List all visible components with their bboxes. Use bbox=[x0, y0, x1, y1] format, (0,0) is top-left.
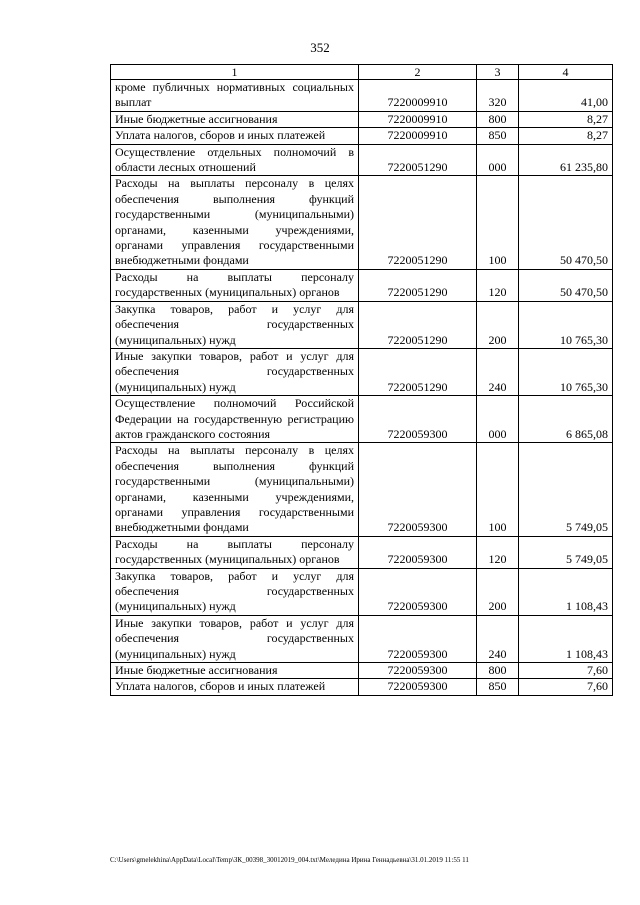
table-row bbox=[111, 568, 613, 615]
budget-table bbox=[110, 64, 613, 696]
header-col-1: 1 bbox=[111, 65, 359, 80]
row-code-cell: 7220059300 bbox=[359, 663, 477, 679]
row-name-cell: Осуществление полномочий Российской Федерации на государственную регистрацию актов гражданского состояния bbox=[111, 396, 359, 443]
row-vr-cell: 800 bbox=[477, 111, 519, 127]
row-amount-cell: 7,60 bbox=[519, 663, 613, 679]
row-amount-cell: 8,27 bbox=[519, 128, 613, 144]
row-amount-cell: 1 108,43 bbox=[519, 568, 613, 615]
row-amount-cell: 41,00 bbox=[519, 80, 613, 112]
row-name-cell: Иные закупки товаров, работ и услуг для обеспечения государственных (муниципальных) нужд bbox=[111, 348, 359, 395]
row-code-cell: 7220051290 bbox=[359, 144, 477, 176]
row-vr-cell: 240 bbox=[477, 348, 519, 395]
table-row bbox=[111, 348, 613, 395]
row-amount-cell: 7,60 bbox=[519, 679, 613, 695]
row-amount-cell: 10 765,30 bbox=[519, 301, 613, 348]
row-code-cell: 7220059300 bbox=[359, 396, 477, 443]
row-code-cell: 7220009910 bbox=[359, 111, 477, 127]
table-row bbox=[111, 396, 613, 443]
table-row bbox=[111, 176, 613, 269]
row-vr-cell: 850 bbox=[477, 128, 519, 144]
row-amount-cell: 61 235,80 bbox=[519, 144, 613, 176]
row-code-cell: 7220051290 bbox=[359, 269, 477, 301]
table-row bbox=[111, 443, 613, 536]
row-vr-cell: 100 bbox=[477, 443, 519, 536]
table-row bbox=[111, 679, 613, 695]
table-header-row bbox=[111, 65, 613, 80]
row-name-cell: Расходы на выплаты персоналу в целях обеспечения выполнения функций государственными (муниципальными) органами, казенными учреждениями, органами управления государственными внебюджетными фондами bbox=[111, 443, 359, 536]
row-vr-cell: 200 bbox=[477, 301, 519, 348]
table-row bbox=[111, 663, 613, 679]
row-code-cell: 7220009910 bbox=[359, 80, 477, 112]
row-name-cell: Осуществление отдельных полномочий в области лесных отношений bbox=[111, 144, 359, 176]
table-row bbox=[111, 144, 613, 176]
row-name-cell: Иные закупки товаров, работ и услуг для обеспечения государственных (муниципальных) нужд bbox=[111, 615, 359, 662]
row-name-cell: Расходы на выплаты персоналу государственных (муниципальных) органов bbox=[111, 536, 359, 568]
row-code-cell: 7220051290 bbox=[359, 348, 477, 395]
row-amount-cell: 50 470,50 bbox=[519, 176, 613, 269]
row-name-cell: Иные бюджетные ассигнования bbox=[111, 663, 359, 679]
table-row bbox=[111, 80, 613, 112]
row-code-cell: 7220059300 bbox=[359, 568, 477, 615]
row-vr-cell: 120 bbox=[477, 269, 519, 301]
row-code-cell: 7220051290 bbox=[359, 301, 477, 348]
row-code-cell: 7220059300 bbox=[359, 679, 477, 695]
row-vr-cell: 120 bbox=[477, 536, 519, 568]
row-name-cell: Иные бюджетные ассигнования bbox=[111, 111, 359, 127]
row-vr-cell: 320 bbox=[477, 80, 519, 112]
row-code-cell: 7220059300 bbox=[359, 536, 477, 568]
row-vr-cell: 850 bbox=[477, 679, 519, 695]
row-vr-cell: 000 bbox=[477, 144, 519, 176]
header-col-2: 2 bbox=[359, 65, 477, 80]
row-amount-cell: 5 749,05 bbox=[519, 536, 613, 568]
row-name-cell: Уплата налогов, сборов и иных платежей bbox=[111, 128, 359, 144]
header-col-3: 3 bbox=[477, 65, 519, 80]
row-amount-cell: 8,27 bbox=[519, 111, 613, 127]
row-vr-cell: 000 bbox=[477, 396, 519, 443]
table-row bbox=[111, 536, 613, 568]
row-name-cell: кроме публичных нормативных социальных выплат bbox=[111, 80, 359, 112]
row-amount-cell: 5 749,05 bbox=[519, 443, 613, 536]
table-row bbox=[111, 301, 613, 348]
row-amount-cell: 6 865,08 bbox=[519, 396, 613, 443]
row-vr-cell: 240 bbox=[477, 615, 519, 662]
page-number: 352 bbox=[310, 40, 330, 55]
table-row bbox=[111, 269, 613, 301]
row-name-cell: Расходы на выплаты персоналу в целях обеспечения выполнения функций государственными (муниципальными) органами, казенными учреждениями, органами управления государственными внебюджетными фондами bbox=[111, 176, 359, 269]
row-code-cell: 7220009910 bbox=[359, 128, 477, 144]
row-name-cell: Закупка товаров, работ и услуг для обеспечения государственных (муниципальных) нужд bbox=[111, 301, 359, 348]
file-path-footer: C:\Users\gmelekhina\AppData\Local\Temp\ЗК_00398_30012019_004.txt\Меледина Ирина Геннадьевна\31.01.2019 11:55 11 bbox=[110, 856, 469, 864]
table-row bbox=[111, 128, 613, 144]
row-amount-cell: 10 765,30 bbox=[519, 348, 613, 395]
row-name-cell: Закупка товаров, работ и услуг для обеспечения государственных (муниципальных) нужд bbox=[111, 568, 359, 615]
row-name-cell: Уплата налогов, сборов и иных платежей bbox=[111, 679, 359, 695]
table-row bbox=[111, 111, 613, 127]
row-amount-cell: 1 108,43 bbox=[519, 615, 613, 662]
row-vr-cell: 200 bbox=[477, 568, 519, 615]
header-col-4: 4 bbox=[519, 65, 613, 80]
row-name-cell: Расходы на выплаты персоналу государственных (муниципальных) органов bbox=[111, 269, 359, 301]
row-amount-cell: 50 470,50 bbox=[519, 269, 613, 301]
row-code-cell: 7220051290 bbox=[359, 176, 477, 269]
table-row bbox=[111, 615, 613, 662]
row-vr-cell: 800 bbox=[477, 663, 519, 679]
row-code-cell: 7220059300 bbox=[359, 615, 477, 662]
row-code-cell: 7220059300 bbox=[359, 443, 477, 536]
row-vr-cell: 100 bbox=[477, 176, 519, 269]
